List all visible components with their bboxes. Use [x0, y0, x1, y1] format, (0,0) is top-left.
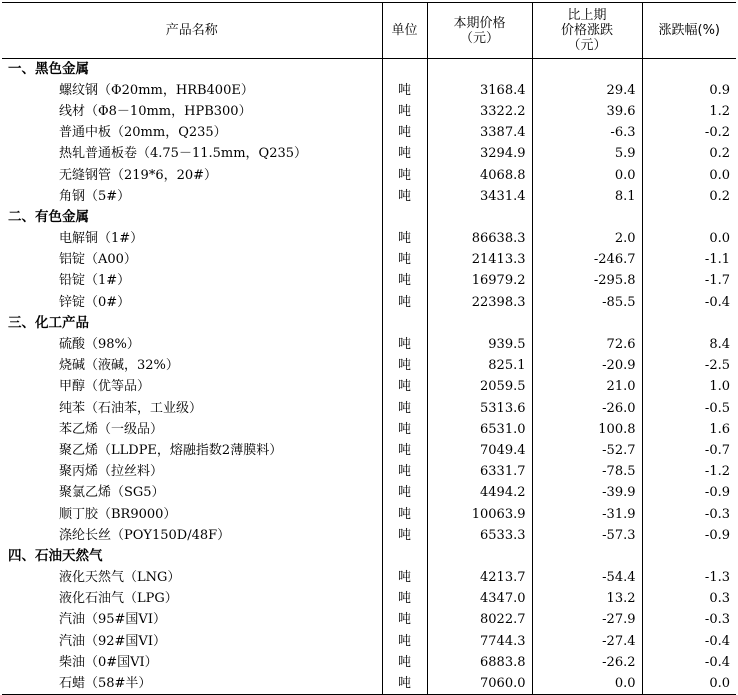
- price-change-cell: 39.6: [532, 101, 642, 122]
- empty-cell: [642, 313, 736, 334]
- price-cell: 3294.9: [427, 143, 532, 164]
- price-change-cell: 2.0: [532, 228, 642, 249]
- product-name-cell: 角钢（5#）: [59, 188, 131, 204]
- price-cell: 10063.9: [427, 503, 532, 524]
- product-name-cell: 螺纹钢（Φ20mm，HRB400E）: [59, 82, 254, 98]
- price-cell: 4213.7: [427, 567, 532, 588]
- unit-cell: 吨: [382, 398, 427, 419]
- table-row: [2, 503, 736, 524]
- table-row: [2, 461, 736, 482]
- unit-cell: 吨: [382, 228, 427, 249]
- price-cell: 4068.8: [427, 164, 532, 185]
- header-unit: 单位: [382, 3, 427, 59]
- price-cell: 21413.3: [427, 249, 532, 270]
- unit-cell: 吨: [382, 652, 427, 673]
- price-change-cell: -246.7: [532, 249, 642, 270]
- empty-cell: [532, 207, 642, 228]
- table-row: [2, 652, 736, 673]
- product-name-cell: 涤纶长丝（POY150D/48F）: [59, 527, 231, 543]
- price-change-cell: -6.3: [532, 122, 642, 143]
- change-percent-cell: -0.4: [642, 292, 736, 313]
- empty-cell: [382, 207, 427, 228]
- table-row: [2, 609, 736, 630]
- table-row: [2, 376, 736, 397]
- change-percent-cell: -0.7: [642, 440, 736, 461]
- empty-cell: [532, 59, 642, 80]
- unit-cell: 吨: [382, 673, 427, 694]
- price-cell: 4494.2: [427, 482, 532, 503]
- change-percent-cell: 0.0: [642, 164, 736, 185]
- change-percent-cell: -1.3: [642, 567, 736, 588]
- product-name-cell: 石蜡（58#半）: [2, 673, 382, 694]
- table-body: [2, 59, 736, 695]
- category-row: [2, 207, 736, 228]
- unit-cell: 吨: [382, 164, 427, 185]
- unit-cell: 吨: [382, 80, 427, 101]
- category-row: [2, 59, 736, 80]
- header-price-change: 比上期 价格涨跌 （元）: [532, 3, 642, 59]
- price-change-cell: -26.2: [532, 652, 642, 673]
- unit-cell: 吨: [382, 461, 427, 482]
- product-name-cell: 柴油（0#国VI）: [59, 654, 158, 670]
- change-percent-cell: 0.0: [642, 228, 736, 249]
- unit-cell: 吨: [382, 186, 427, 207]
- product-name-cell: 聚乙烯（LLDPE，熔融指数2薄膜料）: [59, 442, 283, 458]
- change-percent-cell: -0.5: [642, 398, 736, 419]
- price-cell: 939.5: [427, 334, 532, 355]
- product-name-cell: 线材（Φ8－10mm，HPB300）: [59, 103, 252, 119]
- change-percent-cell: -0.9: [642, 482, 736, 503]
- change-percent-cell: 1.0: [642, 376, 736, 397]
- empty-cell: [427, 59, 532, 80]
- table-row: [2, 101, 736, 122]
- unit-cell: 吨: [382, 101, 427, 122]
- product-name-cell: 聚氯乙烯（SG5）: [59, 485, 165, 501]
- product-name-cell: 烧碱（液碱，32%）: [59, 358, 179, 374]
- change-percent-cell: -1.7: [642, 270, 736, 291]
- product-name-cell: 无缝钢管（219*6，20#）: [59, 167, 218, 183]
- change-percent-cell: 1.2: [642, 101, 736, 122]
- unit-cell: 吨: [382, 631, 427, 652]
- category-title: 二、有色金属: [8, 208, 89, 225]
- product-name-cell: 苯乙烯（一级品）: [59, 421, 164, 437]
- table-row: [2, 525, 736, 546]
- price-change-cell: 0.0: [532, 164, 642, 185]
- price-cell: 16979.2: [427, 270, 532, 291]
- price-change-cell: 21.0: [532, 376, 642, 397]
- price-change-cell: -54.4: [532, 567, 642, 588]
- product-name-cell: 锌锭（0#）: [59, 294, 131, 310]
- price-table: [2, 2, 736, 695]
- product-name-cell: 普通中板（20mm，Q235）: [59, 125, 227, 141]
- change-percent-cell: -0.4: [642, 652, 736, 673]
- category-title: 一、黑色金属: [8, 60, 89, 77]
- table-row: [2, 355, 736, 376]
- unit-cell: 吨: [382, 609, 427, 630]
- price-change-cell: -27.4: [532, 631, 642, 652]
- unit-cell: 吨: [382, 440, 427, 461]
- change-percent-cell: -0.4: [642, 631, 736, 652]
- category-row: [2, 313, 736, 334]
- change-percent-cell: 0.9: [642, 80, 736, 101]
- table-row: [2, 164, 736, 185]
- price-cell: 6331.7: [427, 461, 532, 482]
- table-row: [2, 482, 736, 503]
- price-change-cell: -39.9: [532, 482, 642, 503]
- price-change-cell: -20.9: [532, 355, 642, 376]
- table-row: [2, 631, 736, 652]
- change-percent-cell: -0.3: [642, 609, 736, 630]
- price-change-cell: 8.1: [532, 186, 642, 207]
- product-name-cell: 纯苯（石油苯，工业级）: [59, 400, 203, 416]
- empty-cell: [532, 546, 642, 567]
- header-change-percent: 涨跌幅(%): [642, 3, 736, 59]
- product-name-cell: 顺丁胶（BR9000）: [59, 506, 177, 522]
- product-name-cell: 热轧普通板卷（4.75－11.5mm，Q235）: [59, 146, 308, 162]
- change-percent-cell: 1.6: [642, 419, 736, 440]
- header-product-name: 产品名称: [2, 3, 382, 59]
- price-cell: 6533.3: [427, 525, 532, 546]
- table-row: [2, 567, 736, 588]
- price-cell: 8022.7: [427, 609, 532, 630]
- product-name-cell: 液化石油气（LPG）: [59, 591, 178, 607]
- change-percent-cell: -1.1: [642, 249, 736, 270]
- change-percent-cell: -1.2: [642, 461, 736, 482]
- product-name-cell: 汽油（95#国VI）: [59, 612, 166, 628]
- change-percent-cell: 0.2: [642, 143, 736, 164]
- unit-cell: 吨: [382, 292, 427, 313]
- price-cell: 3168.4: [427, 80, 532, 101]
- empty-cell: [427, 207, 532, 228]
- category-row: [2, 546, 736, 567]
- empty-cell: [427, 546, 532, 567]
- product-name-cell: 电解铜（1#）: [59, 231, 144, 247]
- table-row: [2, 673, 736, 694]
- price-cell: 6531.0: [427, 419, 532, 440]
- table-row: [2, 292, 736, 313]
- table-row: [2, 588, 736, 609]
- header-current-price: 本期价格 （元）: [427, 3, 532, 59]
- unit-cell: 吨: [382, 588, 427, 609]
- price-cell: 4347.0: [427, 588, 532, 609]
- price-cell: 2059.5: [427, 376, 532, 397]
- unit-cell: 吨: [382, 334, 427, 355]
- table-row: [2, 80, 736, 101]
- change-percent-cell: 8.4: [642, 334, 736, 355]
- product-name-cell: 甲醇（优等品）: [59, 379, 151, 395]
- table-row: [2, 249, 736, 270]
- unit-cell: 吨: [382, 122, 427, 143]
- change-percent-cell: -0.9: [642, 525, 736, 546]
- price-change-cell: -26.0: [532, 398, 642, 419]
- price-change-cell: 72.6: [532, 334, 642, 355]
- table-row: [2, 440, 736, 461]
- table-row: [2, 122, 736, 143]
- product-name-cell: 硫酸（98%）: [59, 337, 140, 353]
- table-header-row: [2, 3, 736, 59]
- price-change-cell: -78.5: [532, 461, 642, 482]
- change-percent-cell: 0.2: [642, 186, 736, 207]
- price-change-cell: -27.9: [532, 609, 642, 630]
- price-change-cell: 5.9: [532, 143, 642, 164]
- price-change-cell: -52.7: [532, 440, 642, 461]
- unit-cell: 吨: [382, 270, 427, 291]
- category-title: 四、石油天然气: [8, 547, 103, 564]
- price-cell: 7060.0: [427, 673, 532, 694]
- price-cell: 7744.3: [427, 631, 532, 652]
- table-row: [2, 143, 736, 164]
- price-cell: 7049.4: [427, 440, 532, 461]
- table-row: [2, 186, 736, 207]
- price-cell: 22398.3: [427, 292, 532, 313]
- product-name-cell: 聚丙烯（拉丝料）: [59, 464, 164, 480]
- unit-cell: 吨: [382, 355, 427, 376]
- change-percent-cell: 0.0: [642, 673, 736, 694]
- price-change-cell: -57.3: [532, 525, 642, 546]
- unit-cell: 吨: [382, 143, 427, 164]
- price-change-cell: -85.5: [532, 292, 642, 313]
- table-row: [2, 270, 736, 291]
- change-percent-cell: -0.3: [642, 503, 736, 524]
- table-row: [2, 334, 736, 355]
- category-title: 三、化工产品: [8, 314, 89, 331]
- price-cell: 3387.4: [427, 122, 532, 143]
- product-name-cell: 汽油（92#国VI）: [59, 633, 166, 649]
- empty-cell: [382, 59, 427, 80]
- unit-cell: 吨: [382, 503, 427, 524]
- price-change-cell: 13.2: [532, 588, 642, 609]
- price-cell: 825.1: [427, 355, 532, 376]
- unit-cell: 吨: [382, 249, 427, 270]
- empty-cell: [642, 59, 736, 80]
- price-cell: 6883.8: [427, 652, 532, 673]
- unit-cell: 吨: [382, 376, 427, 397]
- empty-cell: [532, 313, 642, 334]
- unit-cell: 吨: [382, 567, 427, 588]
- product-name-cell: 铝锭（A00）: [59, 252, 137, 268]
- unit-cell: 吨: [382, 525, 427, 546]
- unit-cell: 吨: [382, 482, 427, 503]
- product-name-cell: 铅锭（1#）: [59, 273, 131, 289]
- table-row: [2, 398, 736, 419]
- price-change-cell: 0.0: [532, 673, 642, 694]
- empty-cell: [642, 207, 736, 228]
- table-row: [2, 419, 736, 440]
- empty-cell: [427, 313, 532, 334]
- table-row: [2, 228, 736, 249]
- price-change-cell: -31.9: [532, 503, 642, 524]
- price-cell: 3431.4: [427, 186, 532, 207]
- price-cell: 86638.3: [427, 228, 532, 249]
- price-change-cell: 100.8: [532, 419, 642, 440]
- unit-cell: 吨: [382, 419, 427, 440]
- price-cell: 3322.2: [427, 101, 532, 122]
- product-name-cell: 液化天然气（LNG）: [59, 570, 181, 586]
- empty-cell: [382, 546, 427, 567]
- empty-cell: [642, 546, 736, 567]
- price-change-cell: -295.8: [532, 270, 642, 291]
- price-cell: 5313.6: [427, 398, 532, 419]
- change-percent-cell: 0.3: [642, 588, 736, 609]
- price-change-cell: 29.4: [532, 80, 642, 101]
- empty-cell: [382, 313, 427, 334]
- change-percent-cell: -0.2: [642, 122, 736, 143]
- change-percent-cell: -2.5: [642, 355, 736, 376]
